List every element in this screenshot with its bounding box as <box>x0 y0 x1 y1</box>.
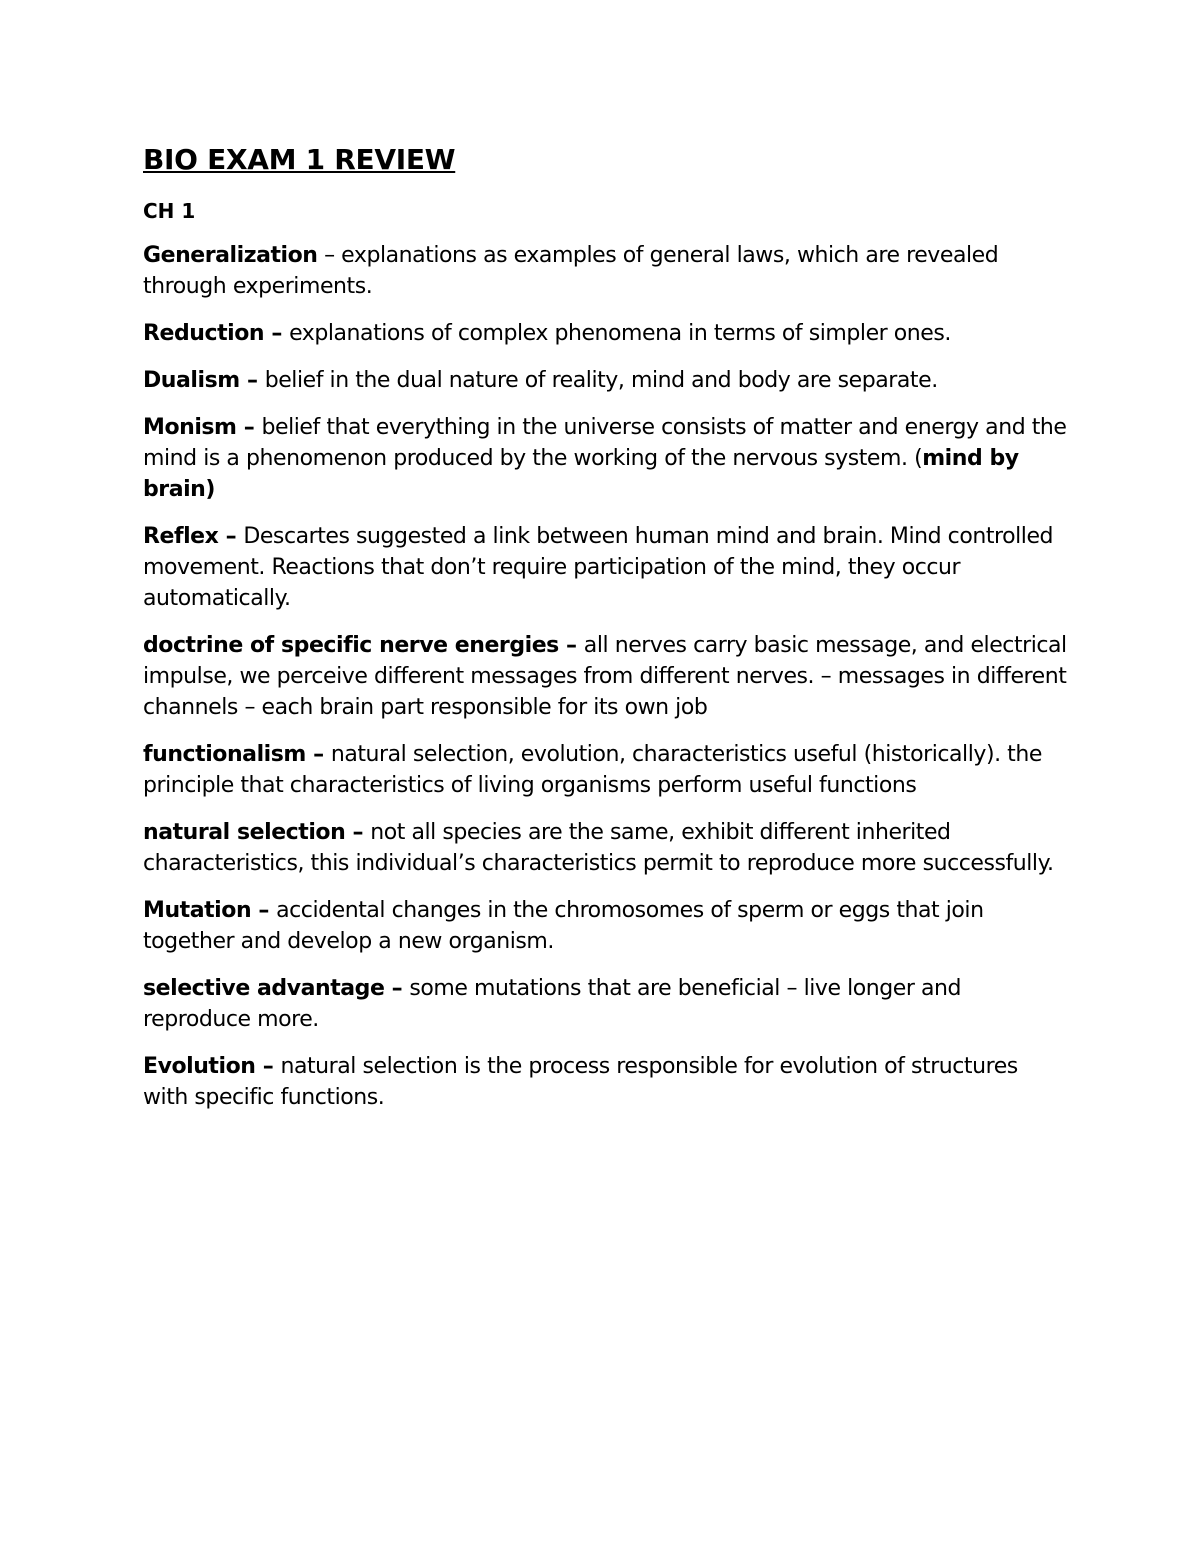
separator: – <box>264 321 290 346</box>
term: natural selection <box>143 820 346 845</box>
definition: Descartes suggested a link between human mind and brain. Mind controlled movement. Reactions that don’t require participation of the mind, they occur automatically. <box>143 524 1054 611</box>
definition: accidental changes in the chromosomes of sperm or eggs that join together and develop a new organism. <box>143 898 984 954</box>
entry-mutation <box>143 895 1068 957</box>
entry-monism <box>143 412 1068 505</box>
definition-emphasis: mind by brain) <box>143 446 1019 502</box>
entry-reduction <box>143 318 1068 349</box>
entry-doctrine-specific-nerve-energies <box>143 630 1068 723</box>
definition: explanations of complex phenomena in terms of simpler ones. <box>289 321 951 346</box>
definition: natural selection, evolution, characteristics useful (historically). the principle that characteristics of living organisms perform useful functions <box>143 742 1042 798</box>
separator: – <box>255 1054 281 1079</box>
term: Reduction <box>143 321 265 346</box>
separator: – <box>305 742 331 767</box>
term: Mutation <box>143 898 252 923</box>
entry-generalization <box>143 240 1068 302</box>
chapter-heading: CH 1 <box>143 199 196 223</box>
separator: – <box>345 820 371 845</box>
entry-reflex <box>143 521 1068 614</box>
definition: belief that everything in the universe consists of matter and energy and the mind is a phenomenon produced by the working of the nervous system. ( <box>143 415 1067 471</box>
separator: – <box>236 415 262 440</box>
definition: some mutations that are beneficial – live longer and reproduce more. <box>143 976 962 1032</box>
definition: not all species are the same, exhibit different inherited characteristics, this individual’s characteristics permit to reproduce more successfully. <box>143 820 1054 876</box>
entry-evolution <box>143 1051 1068 1113</box>
term: Dualism <box>143 368 240 393</box>
term: functionalism <box>143 742 306 767</box>
term: Reflex <box>143 524 219 549</box>
definition: belief in the dual nature of reality, mind and body are separate. <box>264 368 938 393</box>
separator: – <box>384 976 410 1001</box>
term: Monism <box>143 415 237 440</box>
separator: – <box>558 633 584 658</box>
term: selective advantage <box>143 976 385 1001</box>
entry-functionalism <box>143 739 1068 801</box>
separator: – <box>317 243 342 268</box>
term: Evolution <box>143 1054 256 1079</box>
separator: – <box>239 368 265 393</box>
separator: – <box>251 898 277 923</box>
term: Generalization <box>143 243 318 268</box>
term: doctrine of specific nerve energies <box>143 633 559 658</box>
entry-selective-advantage <box>143 973 1068 1035</box>
entry-natural-selection <box>143 817 1068 879</box>
definition: explanations as examples of general laws, which are revealed through experiments. <box>143 243 999 299</box>
entry-dualism <box>143 365 1068 396</box>
separator: – <box>218 524 244 549</box>
definition: natural selection is the process responsible for evolution of structures with specific functions. <box>143 1054 1018 1110</box>
definition: all nerves carry basic message, and electrical impulse, we perceive different messages from different nerves. – messages in different channels – each brain part responsible for its own job <box>143 633 1067 720</box>
document-page <box>143 140 1068 1129</box>
document-title: BIO EXAM 1 REVIEW <box>143 143 456 176</box>
